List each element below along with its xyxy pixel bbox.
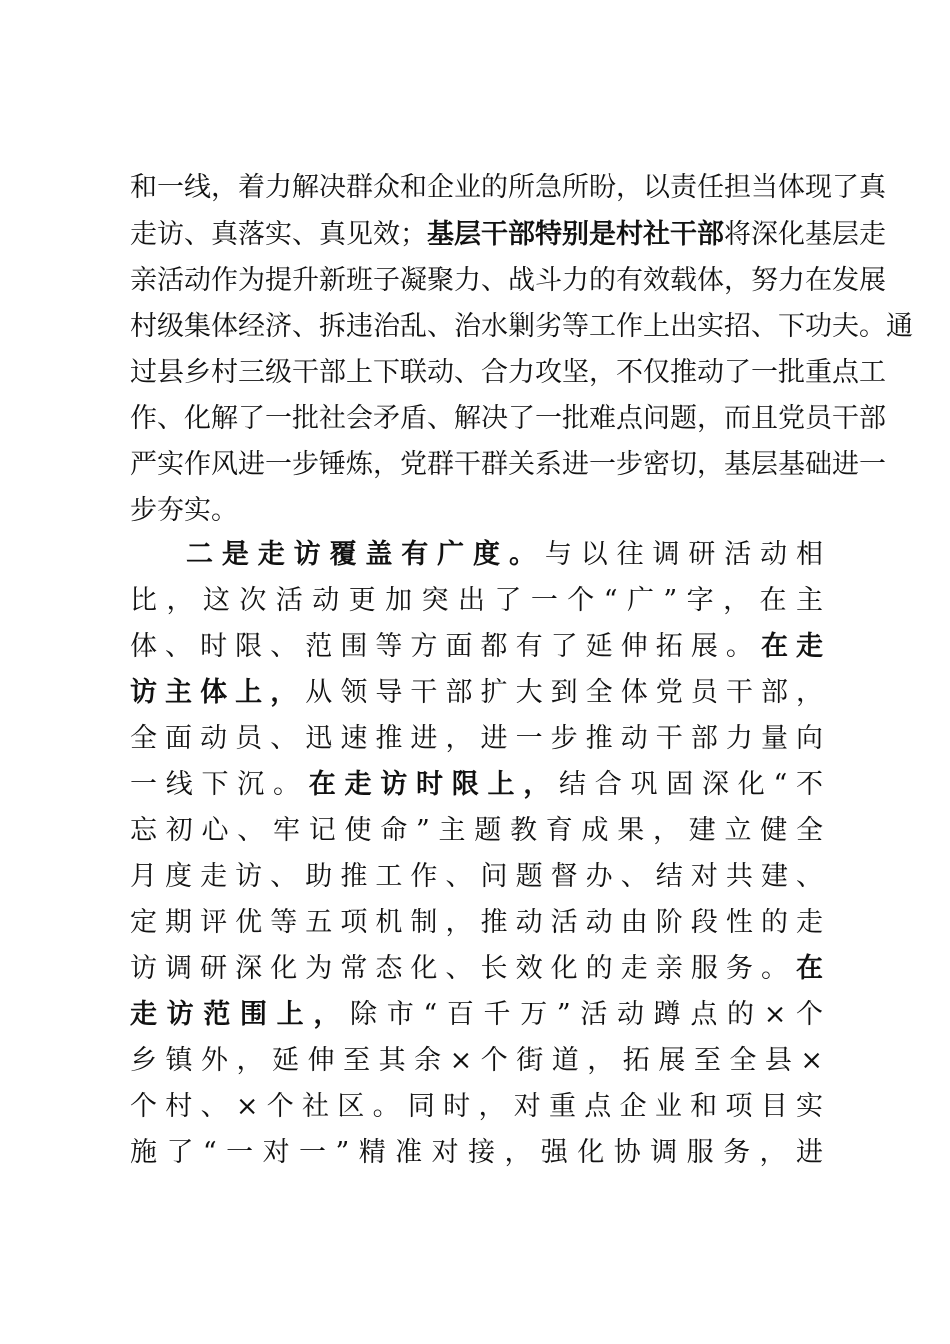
text-line	[130, 1089, 823, 1125]
bold-text-run: 在	[796, 953, 823, 984]
text-run: 除市“百千万”活动蹲点的×个	[350, 999, 823, 1030]
text-line	[130, 583, 823, 619]
text-line	[130, 493, 823, 529]
text-run: 从领导干部扩大到全体党员干部，	[305, 677, 824, 708]
text-run: 严实作风进一步锤炼，党群干群关系进一步密切，基层基础进一	[130, 449, 886, 480]
text-run: 体、时限、范围等方面都有了延伸拓展。	[130, 631, 761, 662]
bold-text-run: 在走	[760, 631, 824, 662]
text-line	[130, 170, 886, 206]
text-line	[130, 675, 823, 711]
text-run: 过县乡村三级干部上下联动、合力攻坚，不仅推动了一批重点工	[130, 357, 886, 388]
text-line	[130, 721, 823, 757]
text-run: 乡镇外，延伸至其余×个街道，拓展至全县×	[130, 1045, 823, 1076]
bold-text-run: 基层干部特别是村社干部	[427, 219, 724, 250]
text-line	[130, 401, 886, 437]
text-line	[130, 859, 823, 895]
text-line	[130, 905, 823, 941]
text-run: 与以往调研活动相	[544, 539, 824, 570]
text-line	[130, 1135, 823, 1171]
text-run: 个村、×个社区。同时，对重点企业和项目实	[130, 1091, 823, 1122]
text-run: 将深化基层走	[724, 219, 886, 250]
text-run: 月度走访、助推工作、问题督办、结对共建、	[130, 861, 823, 892]
text-line	[130, 1043, 823, 1079]
text-line	[130, 263, 886, 299]
text-run: 作、化解了一批社会矛盾、解决了一批难点问题，而且党员干部	[130, 403, 886, 434]
text-run: 走访、真落实、真见效；	[130, 219, 427, 250]
text-line	[130, 447, 886, 483]
text-line	[130, 997, 823, 1033]
text-run: 步夯实。	[130, 495, 238, 526]
text-run: 和一线，着力解决群众和企业的所急所盼，以责任担当体现了真	[130, 172, 886, 203]
text-line	[130, 355, 886, 391]
text-run: 忘初心、牢记使命”主题教育成果，建立健全	[130, 815, 823, 846]
text-line	[130, 951, 823, 987]
text-run: 比，这次活动更加突出了一个“广”字，在主	[130, 585, 823, 616]
text-line	[130, 217, 886, 253]
text-line	[130, 813, 823, 849]
text-run: 定期评优等五项机制，推动活动由阶段性的走	[130, 907, 823, 938]
text-run: 结合巩固深化“不	[558, 769, 823, 800]
bold-text-run: 走访范围上，	[130, 999, 351, 1030]
text-run: 施了“一对一”精准对接，强化协调服务，进	[130, 1137, 823, 1168]
text-line	[130, 309, 913, 345]
bold-text-run: 二是走访覆盖有广度。	[186, 539, 545, 570]
text-line	[130, 537, 823, 573]
text-run: 村级集体经济、拆违治乱、治水剿劣等工作上出实招、下功夫。通	[130, 311, 913, 342]
text-run: 全面动员、迅速推进，进一步推动干部力量向	[130, 723, 823, 754]
text-run: 访调研深化为常态化、长效化的走亲服务。	[130, 953, 796, 984]
bold-text-run: 访主体上，	[130, 677, 306, 708]
text-run: 一线下沉。	[130, 769, 309, 800]
bold-text-run: 在走访时限上，	[308, 769, 559, 800]
text-run: 亲活动作为提升新班子凝聚力、战斗力的有效载体，努力在发展	[130, 265, 886, 296]
text-line	[130, 629, 823, 665]
text-line	[130, 767, 823, 803]
